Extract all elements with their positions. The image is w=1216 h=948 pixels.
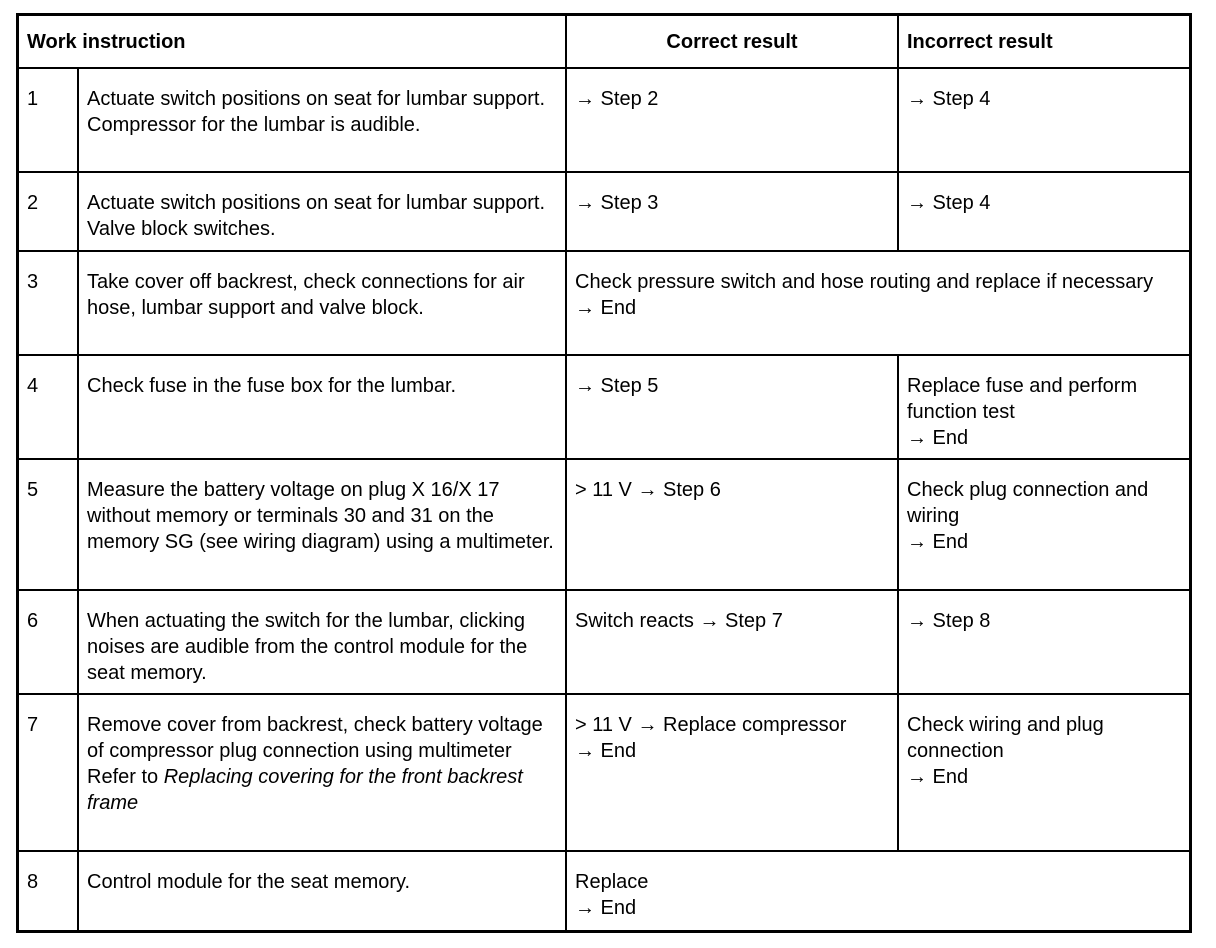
header-incorrect-result: Incorrect result [898,16,1189,68]
instruction-cell: Take cover off backrest, check connections for air hose, lumbar support and valve block. [78,251,566,355]
incorrect-result-cell [898,355,1189,459]
refer-prefix: Refer to [87,766,159,788]
instruction-cell: Control module for the seat memory. [78,851,566,931]
instruction-cell: Measure the battery voltage on plug X 16/X 17 without memory or terminals 30 and 31 on the memory SG (see wiring diagram) using a multimeter. [78,459,566,590]
header-correct-result: Correct result [566,16,898,68]
step-number: 3 [19,251,78,355]
instruction-cell: Check fuse in the fuse box for the lumbar. [78,355,566,459]
header-work-instruction: Work instruction [19,16,566,68]
result-line: Replace fuse and perform function test [907,375,1138,423]
incorrect-result-cell: → Step 4 [898,172,1189,251]
diagnostic-table [16,13,1192,933]
work-instruction-table [19,16,1189,931]
result-line: Check plug connection and wiring [907,479,1149,527]
table-row [19,251,1189,355]
step-number: 6 [19,590,78,694]
instruction-cell: When actuating the switch for the lumbar, clicking noises are audible from the control module for the seat memory. [78,590,566,694]
result-line: > 11 V → Replace compressor [575,714,847,736]
result-line: → End [907,531,969,553]
step-number: 4 [19,355,78,459]
incorrect-result-cell [898,459,1189,590]
table-row [19,172,1189,251]
table-row [19,694,1189,851]
instruction-cell: Actuate switch positions on seat for lumbar support. Compressor for the lumbar is audible. [78,68,566,172]
correct-result-cell: → Step 3 [566,172,898,251]
table-row [19,590,1189,694]
result-line: → End [907,427,969,449]
step-number: 2 [19,172,78,251]
table-row [19,355,1189,459]
step-number: 1 [19,68,78,172]
result-line: → End [575,897,637,919]
result-line: → End [575,740,637,762]
instruction-cell [78,694,566,851]
merged-result-cell [566,251,1189,355]
refer-line [87,764,557,816]
correct-result-cell: Switch reacts → Step 7 [566,590,898,694]
instruction-cell: Actuate switch positions on seat for lumbar support. Valve block switches. [78,172,566,251]
step-number: 8 [19,851,78,931]
result-line: → End [575,297,637,319]
incorrect-result-cell: → Step 8 [898,590,1189,694]
result-line: Check pressure switch and hose routing and replace if necessary [575,271,1154,293]
correct-result-cell [566,694,898,851]
merged-result-cell [566,851,1189,931]
instruction-text: Remove cover from backrest, check battery voltage of compressor plug connection using multimeter [87,714,543,762]
header-row [19,16,1189,68]
step-number: 7 [19,694,78,851]
correct-result-cell: → Step 5 [566,355,898,459]
correct-result-cell: → Step 2 [566,68,898,172]
table-row [19,459,1189,590]
result-line: Replace [575,871,649,893]
result-line: Check wiring and plug connection [907,714,1104,762]
refer-link[interactable]: Replacing covering for the front backrest frame [87,766,523,814]
result-line: → End [907,766,969,788]
incorrect-result-cell [898,694,1189,851]
table-row [19,68,1189,172]
incorrect-result-cell: → Step 4 [898,68,1189,172]
correct-result-cell: > 11 V → Step 6 [566,459,898,590]
table-row [19,851,1189,931]
step-number: 5 [19,459,78,590]
